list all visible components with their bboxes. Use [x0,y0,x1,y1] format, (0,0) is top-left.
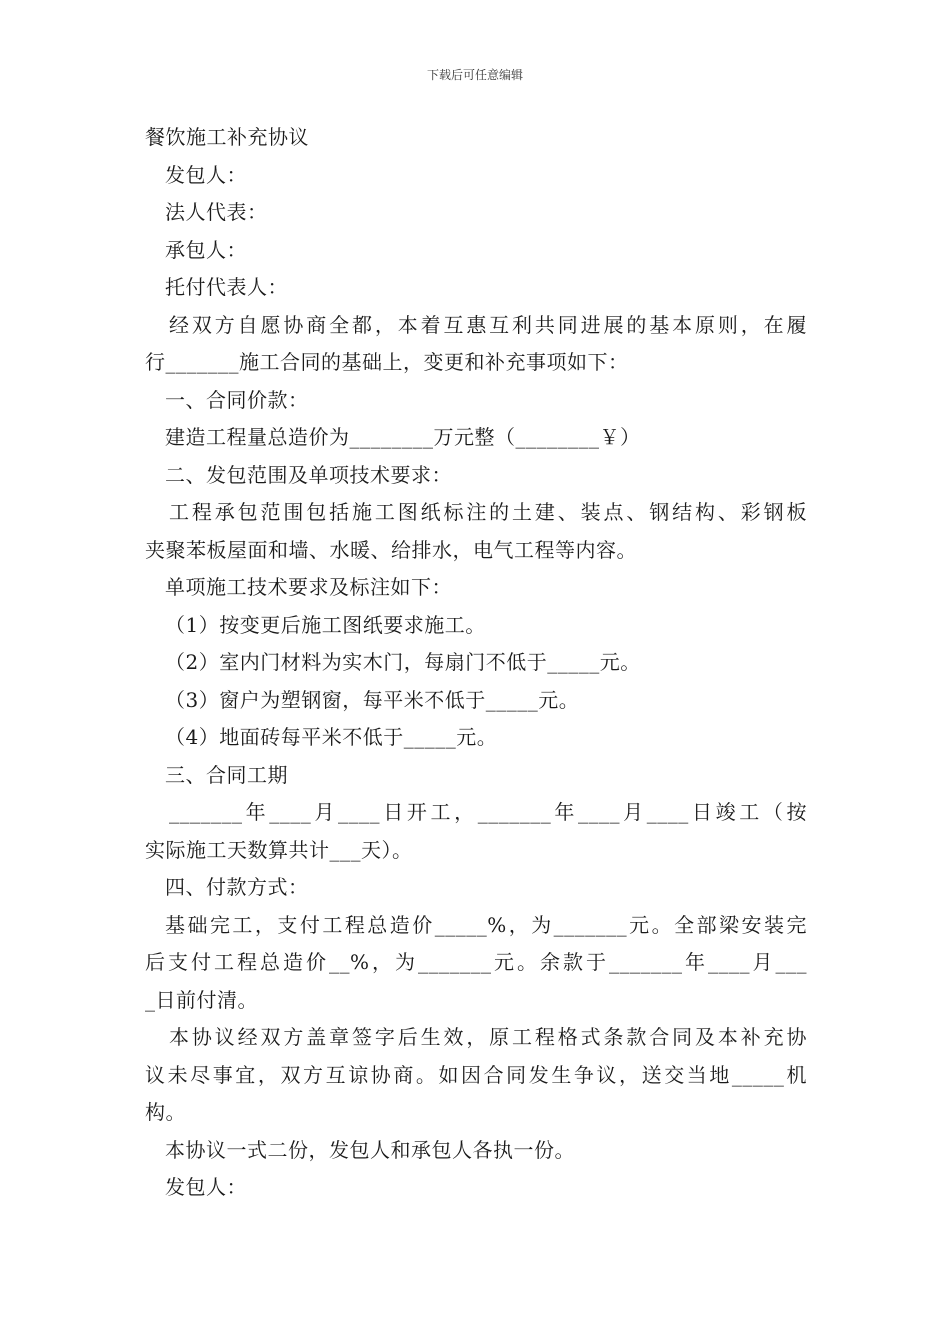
effect-paragraph-line: 构。 [145,1100,186,1124]
section-1-body: 建造工程量总造价为________万元整（________￥） [165,425,641,449]
section-4-heading: 四、付款方式： [165,875,309,899]
document-body [145,119,807,1207]
section-4-line: _日前付清。 [145,987,258,1012]
effect-paragraph-line: 本协议经双方盖章签字后生效，原工程格式条款合同及本补充协 [169,1025,807,1049]
effect-paragraph-line: 议未尽事宜，双方互谅协商。如因合同发生争议，送交当地_____机 [145,1062,807,1087]
party-a-label: 发包人： [165,162,247,187]
intro-paragraph-line: 经双方自愿协商全都，本着互惠互利共同进展的基本原则，在履 [169,312,807,337]
intro-paragraph-line: 行_______施工合同的基础上，变更和补充事项如下： [145,350,629,374]
section-2-tech-heading: 单项施工技术要求及标注如下： [165,575,452,599]
section-3-heading: 三、合同工期 [165,762,288,787]
copies-clause: 本协议一式二份，发包人和承包人各执一份。 [165,1137,575,1162]
section-3-line: 实际施工天数算共计___天）。 [145,837,413,862]
section-2-body-line: 工程承包范围包括施工图纸标注的土建、装点、钢结构、彩钢板 [169,500,807,524]
section-1-heading: 一、合同价款： [165,387,309,412]
section-2-item-4: （4）地面砖每平米不低于_____元。 [165,725,498,749]
section-4-line: 后支付工程总造价__%，为_______元。余款于_______年____月___ [145,950,807,974]
section-2-item-3: （3）窗户为塑钢窗，每平米不低于_____元。 [165,687,580,712]
section-2-item-2: （2）室内门材料为实木门，每扇门不低于_____元。 [165,650,641,674]
party-a-signature-label: 发包人： [165,1175,247,1199]
page-header: 下载后可任意编辑 [426,68,523,82]
party-b-label: 承包人： [165,237,247,262]
section-3-line: _______年____月____日开工，_______年____月____日竣工（按 [169,800,807,824]
section-4-line: 基础完工，支付工程总造价_____%，为_______元。全部梁安装完 [165,912,807,937]
legal-rep-label: 法人代表： [165,200,268,224]
document-title: 餐饮施工补充协议 [145,125,309,149]
agent-label: 托付代表人： [165,275,288,299]
section-2-heading: 二、发包范围及单项技术要求： [165,462,452,487]
section-2-item-1: （1）按变更后施工图纸要求施工。 [165,612,486,637]
section-2-body-line: 夹聚苯板屋面和墙、水暖、给排水，电气工程等内容。 [145,537,637,562]
